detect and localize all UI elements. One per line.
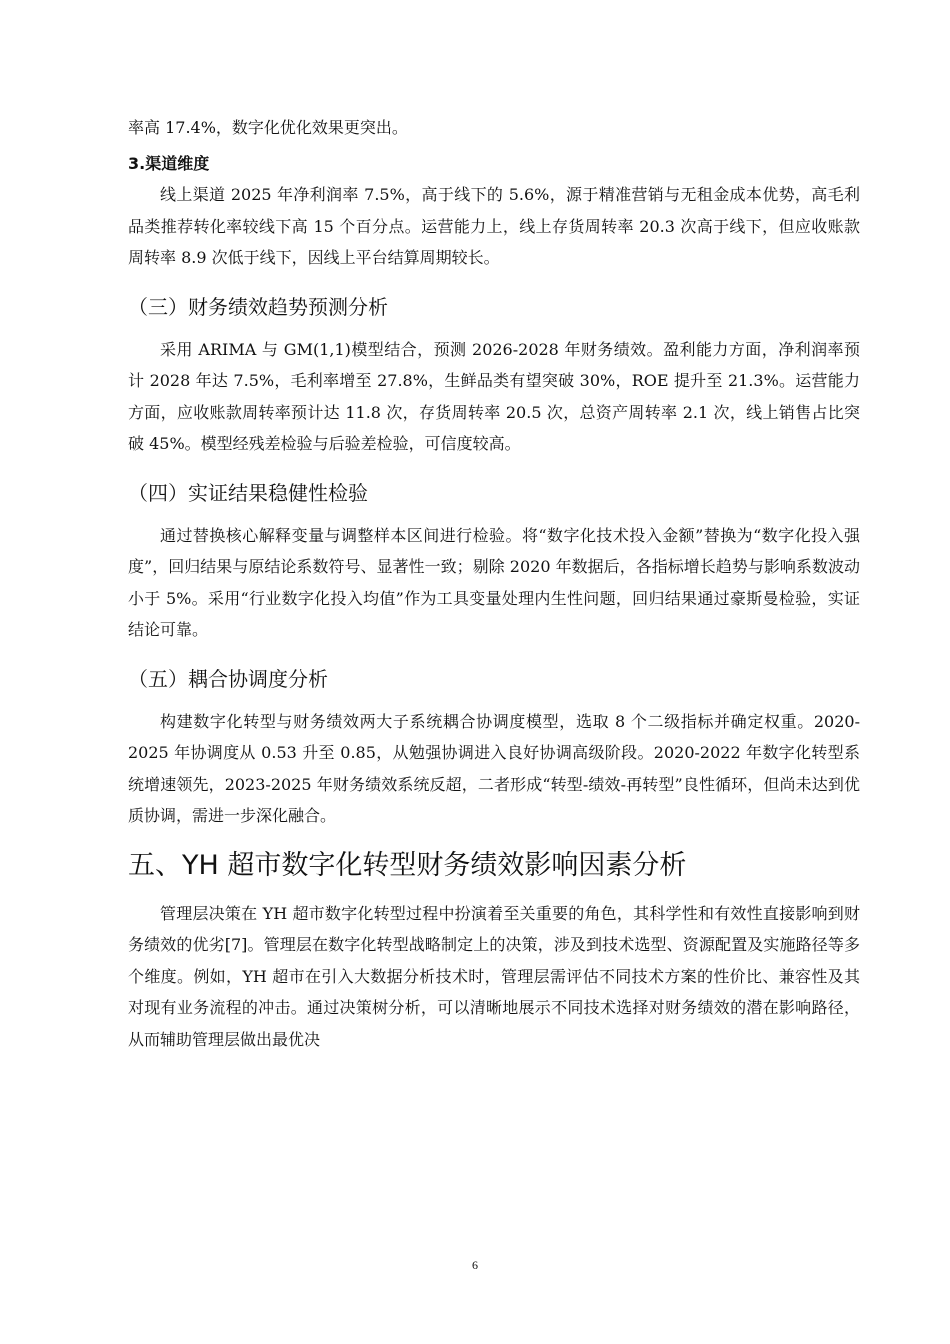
chapter-heading: 五、YH 超市数字化转型财务绩效影响因素分析 — [128, 849, 687, 881]
page-number: 6 — [472, 1258, 478, 1272]
document-body — [128, 112, 860, 1055]
body-paragraph: 构建数字化转型与财务绩效两大子系统耦合协调度模型，选取 8 个二级指标并确定权重。2020-2025 年协调度从 0.53 升至 0.85，从勉强协调进入良好协调高级阶段。2020-2022 年数字化转型系统增速领先，2023-2025 年财务绩效系统反超，二者形成“转型-绩效-再转型”良性循环，但尚未达到优质协调，需进一步深化融合。 — [128, 711, 860, 825]
section-heading-coupling: （五）耦合协调度分析 — [128, 666, 328, 691]
body-paragraph: 率高 17.4%，数字化优化效果更突出。 — [128, 118, 408, 137]
body-paragraph: 通过替换核心解释变量与调整样本区间进行检验。将“数字化技术投入金额”替换为“数字化投入强度”，回归结果与原结论系数符号、显著性一致；剔除 2020 年数据后，各指标增长趋势与影响系数波动小于 5%。采用“行业数字化投入均值”作为工具变量处理内生性问题，回归结果通过豪斯曼检验，实证结论可靠。 — [128, 525, 860, 639]
body-paragraph: 采用 ARIMA 与 GM(1,1)模型结合，预测 2026-2028 年财务绩效。盈利能力方面，净利润率预计 2028 年达 7.5%，毛利率增至 27.8%，生鲜品类有望突破 30%，ROE 提升至 21.3%。运营能力方面，应收账款周转率预计达 11.8 次，存货周转率 20.5 次，总资产周转率 2.1 次，线上销售占比突破 45%。模型经残差检验与后验差检验，可信度较高。 — [128, 339, 860, 453]
subsection-title-channel: 3.渠道维度 — [128, 153, 210, 173]
body-paragraph: 管理层决策在 YH 超市数字化转型过程中扮演着至关重要的角色，其科学性和有效性直接影响到财务绩效的优劣[7]。管理层在数字化转型战略制定上的决策，涉及到技术选型、资源配置及实施路径等多个维度。例如，YH 超市在引入大数据分析技术时，管理层需评估不同技术方案的性价比、兼容性及其对现有业务流程的冲击。通过决策树分析，可以清晰地展示不同技术选择对财务绩效的潜在影响路径，从而辅助管理层做出最优决 — [128, 903, 860, 1049]
body-paragraph: 线上渠道 2025 年净利润率 7.5%，高于线下的 5.6%，源于精准营销与无租金成本优势，高毛利品类推荐转化率较线下高 15 个百分点。运营能力上，线上存货周转率 20.3 次高于线下，但应收账款周转率 8.9 次低于线下，因线上平台结算周期较长。 — [128, 185, 860, 267]
section-heading-trend-forecast: （三）财务绩效趋势预测分析 — [128, 294, 388, 319]
section-heading-robustness: （四）实证结果稳健性检验 — [128, 480, 368, 505]
